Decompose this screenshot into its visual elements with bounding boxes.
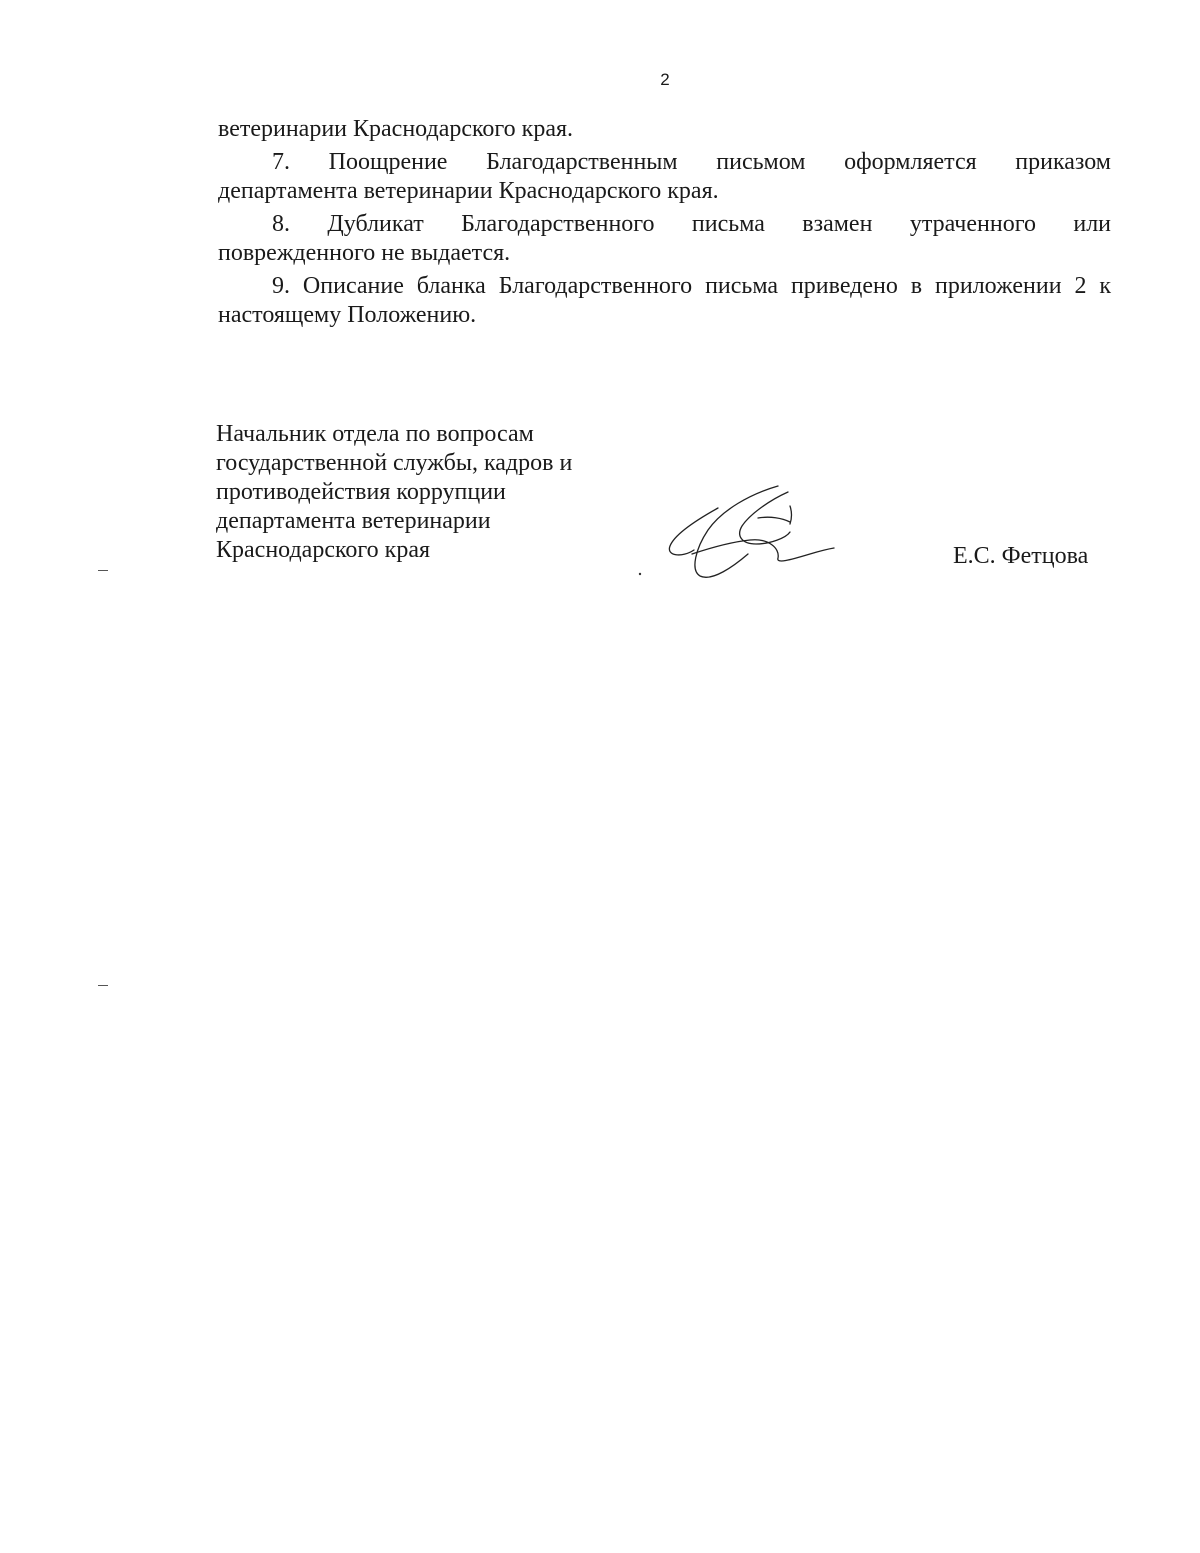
position-line: государственной службы, кадров и [216, 450, 573, 476]
item-number: 7. [272, 148, 290, 175]
position-line: Краснодарского края [216, 537, 431, 563]
handwritten-signature [630, 478, 840, 588]
item-7-continuation: департамента ветеринарии Краснодарского края. [218, 178, 719, 204]
paragraph-item-7 [218, 148, 1111, 178]
punch-mark [98, 985, 108, 986]
item-first-line: Описание бланка Благодарственного письма приведено в приложении 2 к [302, 272, 1112, 299]
position-line: противодействия коррупции [216, 479, 506, 505]
item-number: 8. [272, 210, 290, 237]
paragraph-item-9 [218, 272, 1111, 302]
item-first-line: Дубликат Благодарственного письма взамен утраченного или [327, 210, 1112, 237]
item-number: 9. [272, 272, 290, 299]
position-line: Начальник отдела по вопросам [216, 421, 534, 447]
punch-mark [98, 570, 108, 571]
item-8-continuation: поврежденного не выдается. [218, 240, 511, 266]
continuation-line: ветеринарии Краснодарского края. [218, 116, 574, 142]
signatory-position [216, 420, 636, 565]
position-line: департамента ветеринарии [216, 508, 491, 534]
document-body [218, 115, 1111, 331]
paragraph-item-8 [218, 210, 1111, 240]
item-first-line: Поощрение Благодарственным письмом оформляется приказом [328, 148, 1111, 175]
page-number: 2 [660, 70, 670, 89]
item-9-continuation: настоящему Положению. [218, 302, 477, 328]
signatory-name: Е.С. Фетцова [953, 543, 1089, 569]
